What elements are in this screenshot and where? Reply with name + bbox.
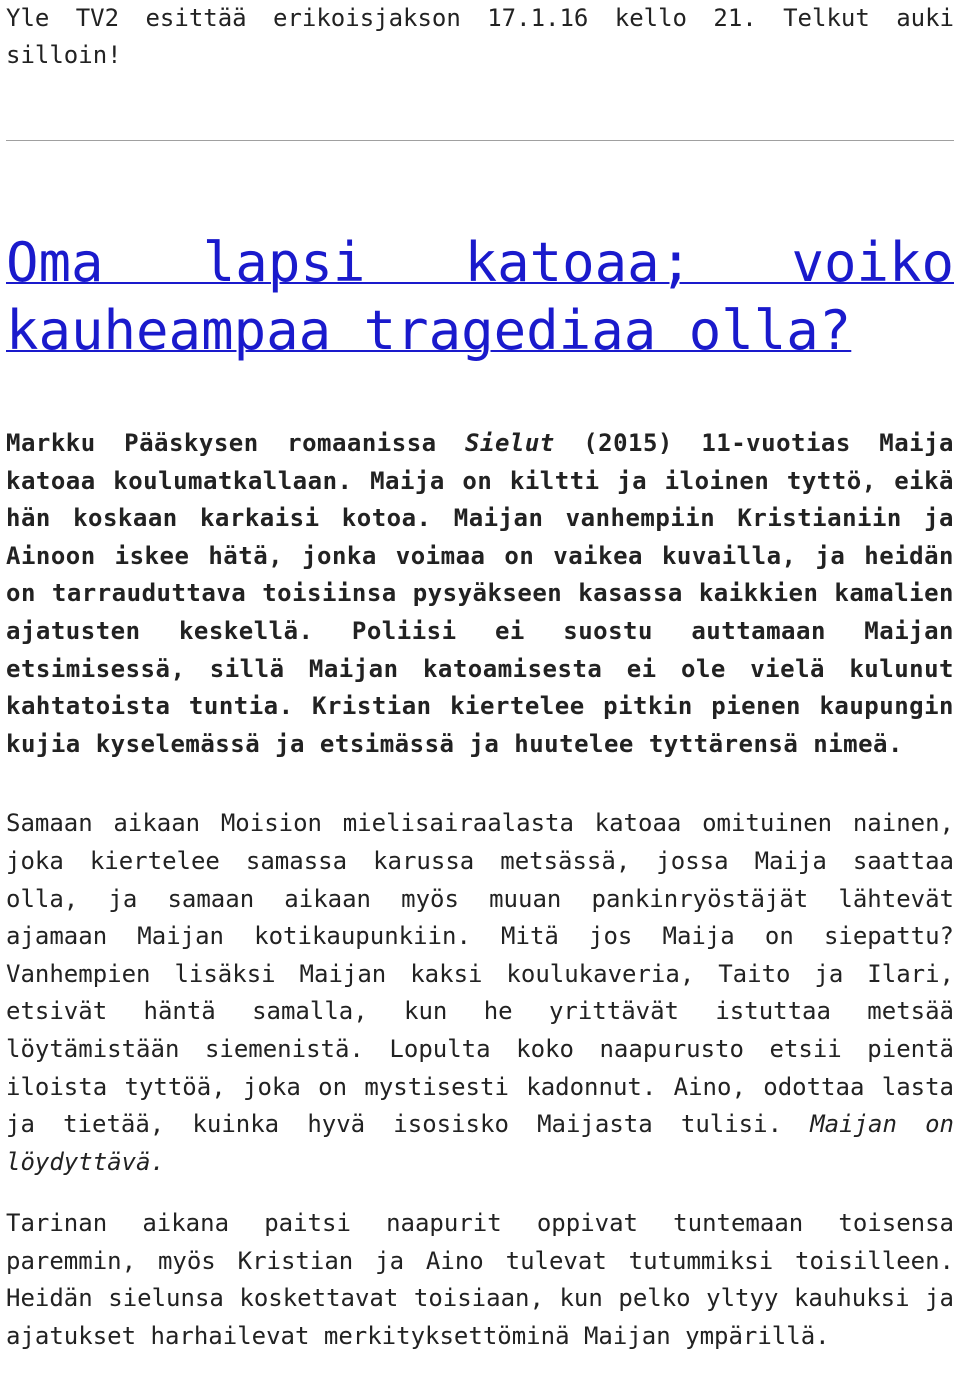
article-title-link[interactable]: Oma lapsi katoaa; voiko kauheampaa tragediaa olla? [6, 231, 954, 362]
article-paragraph [6, 805, 954, 1181]
article-lead-paragraph [6, 425, 954, 763]
article-header [6, 229, 954, 365]
paragraph-text: Samaan aikaan Moision mielisairaalasta katoaa omituinen nainen, joka kiertelee samassa karussa metsässä, jossa Maija saattaa olla, ja samaan aikaan myös muuan pankinryöstäjät lähtevät ajamaan Maijan kotikaupunkiin. Mitä jos Maija on siepattu? Vanhempien lisäksi Maijan kaksi koulukaveria, Taito ja Ilari, etsivät häntä samalla, kun he yrittävät istuttaa metsää löytämistään siemenistä. Lopulta koko naapurusto etsii pientä iloista tyttöä, joka on mystisesti kadonnut. Aino, odottaa lasta ja tietää, kuinka hyvä isosisko Maijasta tulisi. [6, 809, 954, 1139]
lead-text-start: Markku Pääskysen romaanissa [6, 429, 466, 457]
book-title: Sielut [465, 429, 555, 457]
article-paragraph: Tarinan aikana paitsi naapurit oppivat tuntemaan toisensa paremmin, myös Kristian ja Aino tulevat tutummiksi toisilleen. Heidän sielunsa koskettavat toisiaan, kun pelko yltyy kauhuksi ja ajatukset harhailevat merkityksettöminä Maijan ympärillä. [6, 1209, 954, 1351]
lead-text-rest: (2015) 11-vuotias Maija katoaa koulumatkallaan. Maija on kiltti ja iloinen tyttö, eikä hän koskaan karkaisi kotoa. Maijan vanhempiin Kristianiin ja Ainoon iskee hätä, jonka voimaa on vaikea kuvailla, ja heidän on tarrauduttava toisiinsa pysyäkseen kasassa kaikkien kamalien ajatusten keskellä. Poliisi ei suostu auttamaan Maijan etsimisessä, sillä Maijan katoamisesta ei ole vielä kulunut kahtatoista tuntia. Kristian kiertelee pitkin pienen kaupungin kujia kyselemässä ja etsimässä ja huutelee tyttärensä nimeä. [6, 429, 954, 758]
article-title [6, 229, 954, 365]
paragraph-emphasis: Maijan on löydyttävä. [6, 1110, 955, 1176]
divider [6, 140, 954, 141]
broadcast-notice: Yle TV2 esittää erikoisjakson 17.1.16 kello 21. Telkut auki silloin! [6, 4, 954, 69]
